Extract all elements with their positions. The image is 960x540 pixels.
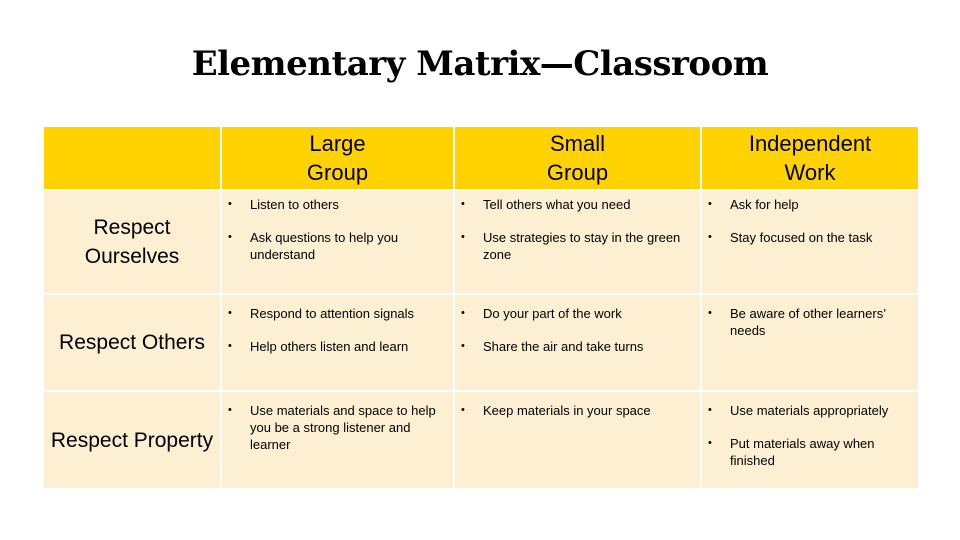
list-item-text: Listen to others xyxy=(250,197,339,212)
column-header-line: Group xyxy=(546,160,609,185)
cell-independent-work xyxy=(702,392,918,488)
bullet-list xyxy=(222,191,453,263)
bullet-list xyxy=(455,191,700,263)
list-item xyxy=(455,196,700,213)
column-header-line: Work xyxy=(784,160,836,185)
bullet-list xyxy=(455,295,700,355)
bullet-icon: • xyxy=(708,437,712,449)
list-item xyxy=(702,196,918,213)
bullet-list xyxy=(455,392,700,419)
column-header-large-group xyxy=(222,127,453,189)
column-header-label xyxy=(455,129,700,187)
bullet-icon: • xyxy=(228,340,232,352)
bullet-icon: • xyxy=(461,307,465,319)
cell-small-group xyxy=(455,295,700,390)
row-label-respect-property: Respect Property xyxy=(44,392,220,488)
bullet-list xyxy=(222,295,453,355)
page-title: Elementary Matrix—Classroom xyxy=(191,44,769,84)
list-item-text: Tell others what you need xyxy=(483,197,631,212)
list-item xyxy=(222,229,453,263)
list-item xyxy=(455,229,700,263)
table-row xyxy=(44,392,918,488)
bullet-list xyxy=(702,191,918,246)
column-header-label xyxy=(222,129,453,187)
column-header-independent-work xyxy=(702,127,918,189)
list-item-text: Be aware of other learners’ needs xyxy=(730,306,886,338)
bullet-icon: • xyxy=(461,340,465,352)
column-header-label xyxy=(702,129,918,187)
list-item xyxy=(222,402,453,453)
bullet-icon: • xyxy=(708,231,712,243)
header-corner-cell xyxy=(44,127,220,189)
column-header-line: Group xyxy=(306,160,369,185)
list-item xyxy=(702,229,918,246)
list-item-text: Respond to attention signals xyxy=(250,306,415,321)
bullet-icon: • xyxy=(461,404,465,416)
header-row xyxy=(44,127,918,189)
list-item xyxy=(702,435,918,469)
bullet-icon: • xyxy=(708,404,712,416)
column-header-line: Independent xyxy=(748,131,872,156)
list-item-text: Put materials away when finished xyxy=(730,436,875,468)
list-item-text: Use materials appropriately xyxy=(730,403,889,418)
cell-large-group xyxy=(222,191,453,293)
list-item xyxy=(455,402,700,419)
list-item xyxy=(702,305,918,339)
list-item xyxy=(455,305,700,322)
bullet-icon: • xyxy=(228,404,232,416)
list-item-text: Ask questions to help you understand xyxy=(250,230,399,262)
column-header-line: Small xyxy=(549,131,605,156)
bullet-icon: • xyxy=(708,307,712,319)
list-item xyxy=(702,402,918,419)
list-item-text: Do your part of the work xyxy=(483,306,622,321)
cell-small-group xyxy=(455,191,700,293)
column-header-small-group xyxy=(455,127,700,189)
list-item-text: Stay focused on the task xyxy=(730,230,873,245)
bullet-icon: • xyxy=(228,198,232,210)
list-item-text: Keep materials in your space xyxy=(483,403,651,418)
bullet-list xyxy=(222,392,453,453)
bullet-icon: • xyxy=(228,231,232,243)
table-row xyxy=(44,295,918,390)
cell-independent-work xyxy=(702,191,918,293)
row-label-respect-ourselves: Respect Ourselves xyxy=(44,191,220,293)
list-item-text: Use materials and space to help you be a strong listener and learner xyxy=(250,403,436,452)
cell-large-group xyxy=(222,295,453,390)
bullet-icon: • xyxy=(228,307,232,319)
list-item-text: Use strategies to stay in the green zone xyxy=(483,230,681,262)
table-row xyxy=(44,191,918,293)
list-item-text: Help others listen and learn xyxy=(250,339,409,354)
bullet-icon: • xyxy=(461,231,465,243)
cell-large-group xyxy=(222,392,453,488)
list-item xyxy=(222,305,453,322)
list-item-text: Share the air and take turns xyxy=(483,339,644,354)
column-header-line: Large xyxy=(309,131,366,156)
bullet-icon: • xyxy=(708,198,712,210)
row-label-respect-others: Respect Others xyxy=(44,295,220,390)
list-item xyxy=(455,338,700,355)
cell-small-group xyxy=(455,392,700,488)
behavior-matrix-table xyxy=(42,125,920,490)
bullet-list xyxy=(702,392,918,469)
bullet-list xyxy=(702,295,918,339)
list-item-text: Ask for help xyxy=(730,197,799,212)
list-item xyxy=(222,338,453,355)
bullet-icon: • xyxy=(461,198,465,210)
list-item xyxy=(222,196,453,213)
cell-independent-work xyxy=(702,295,918,390)
